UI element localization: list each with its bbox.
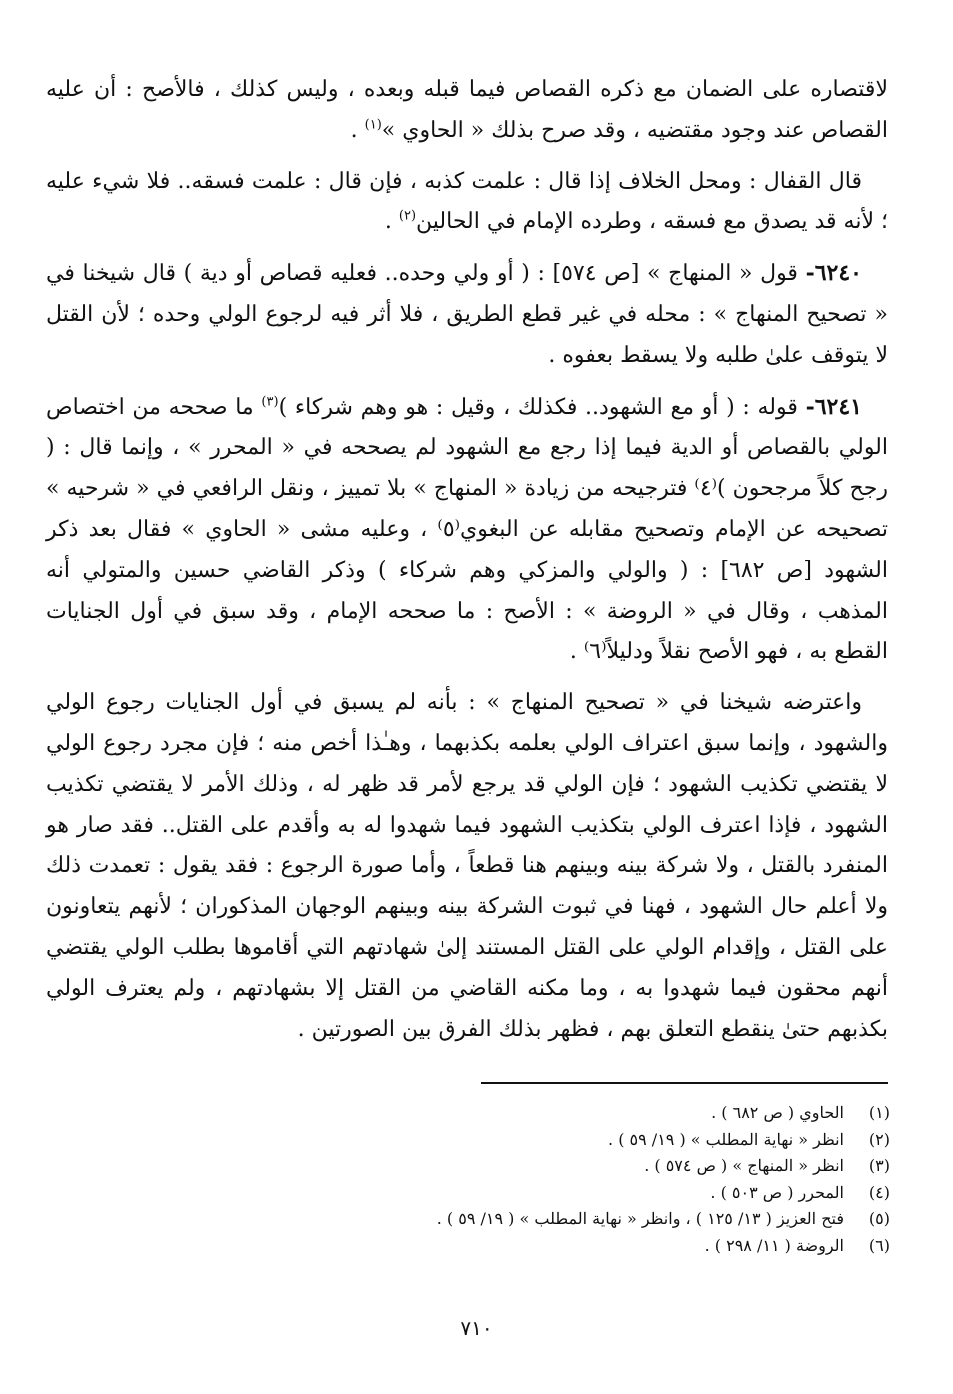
footnote-text: الحاوي ( ص ٦٨٢ ) . (711, 1103, 844, 1122)
paragraph-text: واعترضه شيخنا في « تصحيح المنهاج » : بأنه لم يسبق في أول الجنايات رجوع الولي والشهود ، وإنما سبق اعتراف الولي بعلمه بكذبهما ، وهـٰذا أخص منه ؛ فإن مجرد رجوع الولي لا يقتضي تكذيب الشهود ؛ فإن الولي قد يرجع لأمر قد ظهر له ، وذلك الأمر لا يقتضي تكذيب الشهود ، فإذا اعترف الولي بتكذيب الشهود فيما شهدوا له به وأقدم على القتل.. فقد صار هو المنفرد بالقتل ، ولا شركة بينه وبينهم هنا قطعاً ، وأما صورة الرجوع : فقد يقول : تعمدت ذلك ولا أعلم حال الشهود ، فهنا في ثبوت الشركة بينه وبينهم الوجهان المذكوران ؛ لأنهم يتعاونون على القتل ، وإقدام الولي على القتل المستند إلىٰ شهادتهم التي أقاموها بطلب الولي يقتضي أنهم محقون فيما شهدوا به ، وما مكنه القاضي من القتل إلا بشهادتهم ، ولم يعترف الولي بكذبهم حتىٰ ينقطع التعلق بهم ، فظهر بذلك الفرق بين الصورتين . (46, 690, 888, 1042)
footnote-mark: (٦) (868, 1235, 890, 1255)
footnote-text: انظر « المنهاج » ( ص ٥٧٤ ) . (644, 1156, 844, 1175)
footnote-text: انظر « نهاية المطلب » ( ١٩/ ٥٩ ) . (608, 1129, 844, 1149)
paragraph-tail: . (350, 117, 365, 143)
footnote-mark: (٢) (868, 1129, 890, 1149)
footnote-ref[interactable]: (٢) (398, 209, 417, 225)
footnote-text: الروضة ( ١١/ ٢٩٨ ) . (704, 1235, 844, 1255)
paragraph-text: قوله : ( أو مع الشهود.. فكذلك ، وقيل : هو وهم شركاء ) (278, 394, 806, 420)
paragraph-text: قول « المنهاج » [ص ٥٧٤] : ( أو ولي وحده.. فعليه قصاص أو دية ) قال شيخنا في « تصحيح المنهاج » : محله في غير قطع الطريق ، فلا أثر فيه لرجوع الولي وحده ؛ لأن القتل لا يتوقف علىٰ طلبه ولا يسقط بعفوه . (46, 261, 888, 368)
page-number: ٧١٠ (460, 1316, 493, 1340)
footnote-item (200, 1180, 890, 1207)
footnote-item (200, 1153, 890, 1180)
entry-number: ٦٢٤١- (805, 393, 862, 420)
footnote-item (200, 1233, 890, 1260)
footnote-text: فتح العزيز ( ١٣/ ١٢٥ ) ، وانظر « نهاية المطلب » ( ١٩/ ٥٩ ) . (436, 1209, 844, 1228)
footnote-item (200, 1206, 890, 1233)
entry-number: ٦٢٤٠- (805, 260, 862, 287)
paragraph-text: لاقتصاره على الضمان مع ذكره القصاص فيما قبله وبعده ، وليس كذلك ، فالأصح : أن عليه القصاص عند وجود مقتضيه ، وقد صرح بذلك « الحاوي » (46, 77, 888, 143)
paragraph-2 (46, 162, 888, 244)
paragraph-1 (46, 70, 888, 152)
main-text (46, 70, 888, 1050)
footnote-item (200, 1100, 890, 1127)
footnotes (200, 1100, 890, 1259)
footnote-mark: (٤) (868, 1182, 890, 1202)
footnote-mark: (٥) (868, 1209, 890, 1228)
footnote-mark: (٣) (868, 1156, 890, 1175)
paragraph-5 (46, 683, 888, 1050)
footnote-text: المحرر ( ص ٥٠٣ ) . (710, 1182, 844, 1202)
footnote-item (200, 1127, 890, 1154)
footnote-ref[interactable]: (١) (364, 117, 382, 133)
page-body (46, 70, 888, 1060)
paragraph-4 (46, 387, 888, 674)
paragraph-tail: ما صححه من اختصاص الولي بالقصاص أو الدية فيما إذا رجع مع الشهود لم يصححه في « المحرر » ، وإنما قال : ( رجح كلاً مرجحون )⁽٤⁾ فترجيحه من زيادة « المنهاج » بلا تمييز ، ونقل الرافعي في « شرحيه » تصحيحه عن الإمام وتصحيح مقابله عن البغوي⁽٥⁾ ، وعليه مشى « الحاوي » فقال بعد ذكر الشهود [ص ٦٨٢] : ( والولي والمزكي وهم شركاء ) وذكر القاضي حسين والمتولي أنه المذهب ، وقال في « الروضة » : الأصح : ما صححه الإمام ، وقد سبق في أول الجنايات القطع به ، فهو الأصح نقلاً ودليلاً⁽٦⁾ . (46, 394, 888, 665)
paragraph-tail: . (384, 209, 399, 235)
footnote-divider (481, 1082, 888, 1084)
footnote-mark: (١) (868, 1103, 890, 1122)
footnote-ref[interactable]: (٣) (261, 394, 279, 410)
paragraph-text: قال القفال : ومحل الخلاف إذا قال : علمت كذبه ، فإن قال : علمت فسقه.. فلا شيء عليه ؛ لأنه قد يصدق مع فسقه ، وطرده الإمام في الحالين (46, 168, 888, 235)
paragraph-3 (46, 253, 888, 376)
